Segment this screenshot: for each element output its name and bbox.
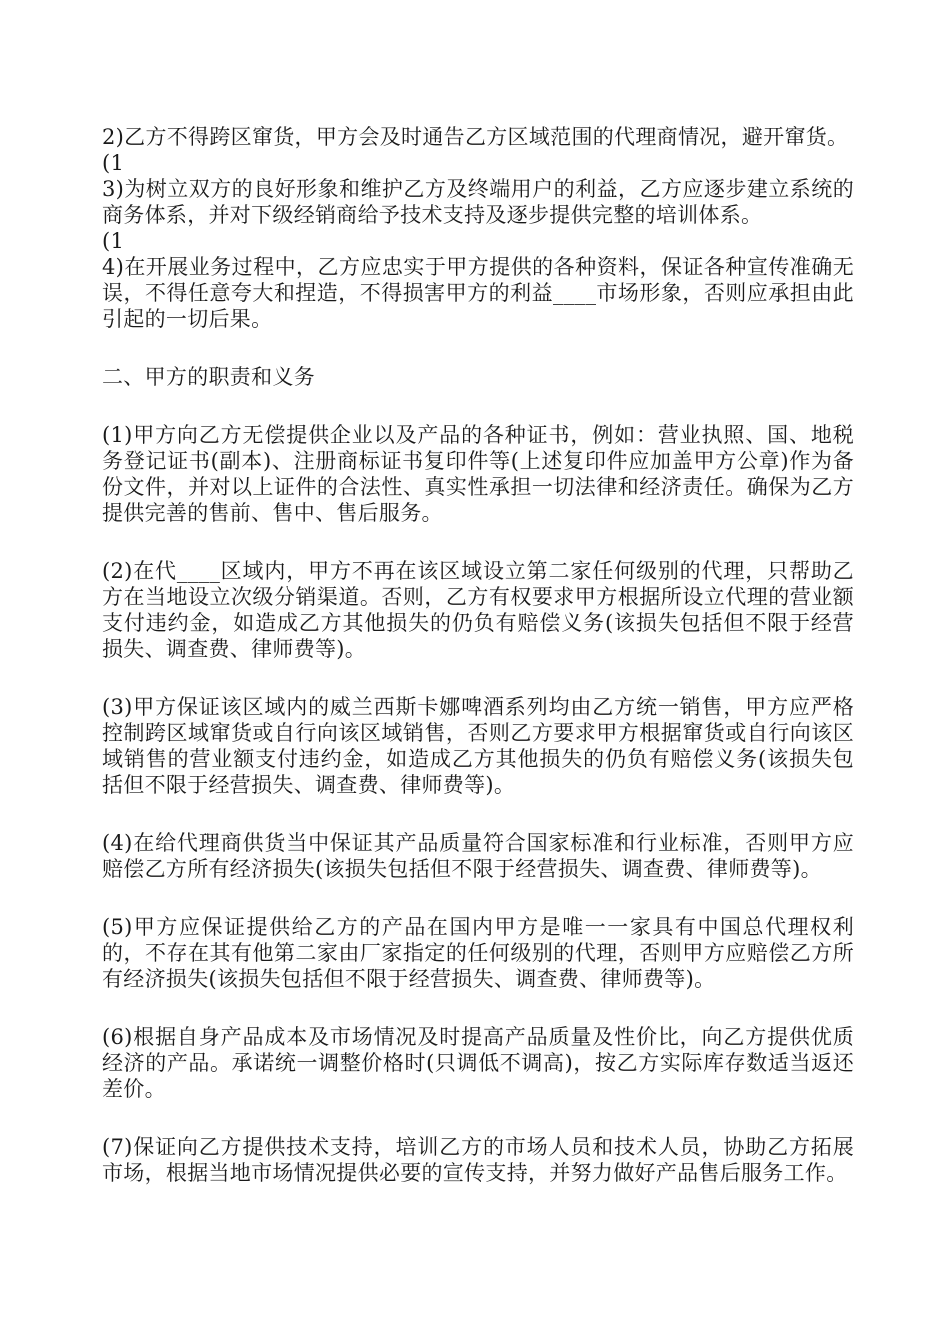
clause-marker: (1 [102, 229, 125, 253]
party-a-item-3: (3)甲方保证该区域内的威兰西斯卡娜啤酒系列均由乙方统一销售，甲方应严格控制跨区域窜货或自行向该区域销售，否则乙方要求甲方根据窜货或自行向该区域销售的营业额支付违约金，如造成乙方其他损失的仍负有赔偿义务(该损失包括但不限于经营损失、调查费、律师费等)。 [102, 695, 854, 797]
clause-4: 4)在开展业务过程中，乙方应忠实于甲方提供的各种资料，保证各种宣传准确无误，不得任意夸大和捏造，不得损害甲方的利益____市场形象，否则应承担由此引起的一切后果。 [102, 255, 854, 331]
clause-3: 3)为树立双方的良好形象和维护乙方及终端用户的利益，乙方应逐步建立系统的商务体系，并对下级经销商给予技术支持及逐步提供完整的培训体系。 [102, 177, 854, 227]
party-a-item-5: (5)甲方应保证提供给乙方的产品在国内甲方是唯一一家具有中国总代理权利的，不存在其有他第二家由厂家指定的任何级别的代理，否则甲方应赔偿乙方所有经济损失(该损失包括但不限于经营损失、调查费、律师费等)。 [102, 915, 854, 991]
document-body [102, 124, 854, 1186]
party-a-item-7: (7)保证向乙方提供技术支持，培训乙方的市场人员和技术人员，协助乙方拓展市场，根据当地市场情况提供必要的宣传支持，并努力做好产品售后服务工作。 [102, 1135, 854, 1185]
party-a-item-6: (6)根据自身产品成本及市场情况及时提高产品质量及性价比，向乙方提供优质经济的产品。承诺统一调整价格时(只调低不调高)，按乙方实际库存数适当返还差价。 [102, 1025, 854, 1101]
section-heading: 二、甲方的职责和义务 [102, 365, 315, 389]
party-a-item-2: (2)在代____区域内，甲方不再在该区域设立第二家任何级别的代理，只帮助乙方在当地设立次级分销渠道。否则，乙方有权要求甲方根据所设立代理的营业额支付违约金，如造成乙方其他损失的仍负有赔偿义务(该损失包括但不限于经营损失、调查费、律师费等)。 [102, 559, 854, 661]
party-a-item-1: (1)甲方向乙方无偿提供企业以及产品的各种证书，例如：营业执照、国、地税务登记证书(副本)、注册商标证书复印件等(上述复印件应加盖甲方公章)作为备份文件，并对以上证件的合法性、真实性承担一切法律和经济责任。确保为乙方提供完善的售前、售中、售后服务。 [102, 423, 854, 525]
clause-marker: (1 [102, 151, 125, 175]
party-a-item-4: (4)在给代理商供货当中保证其产品质量符合国家标准和行业标准，否则甲方应赔偿乙方所有经济损失(该损失包括但不限于经营损失、调查费、律师费等)。 [102, 831, 854, 881]
clause-2: 2)乙方不得跨区窜货，甲方会及时通告乙方区域范围的代理商情况，避开窜货。 [102, 125, 849, 149]
